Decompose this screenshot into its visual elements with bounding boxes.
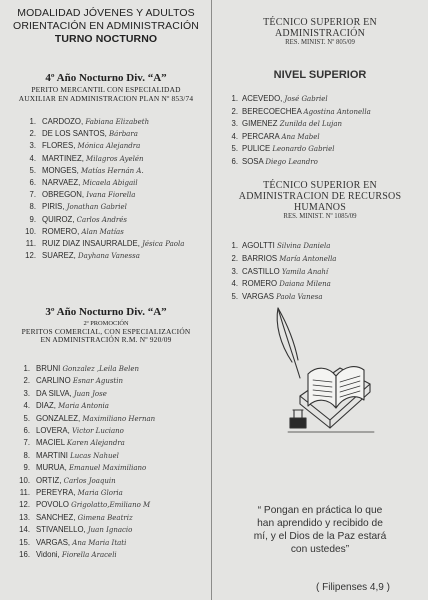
item-number: 11. bbox=[19, 488, 30, 498]
item-given-name: Maria Antonia bbox=[58, 402, 109, 411]
item-person bbox=[0, 487, 200, 499]
section-4-student-list bbox=[0, 116, 200, 262]
item-surname: PULICE bbox=[242, 144, 271, 154]
item-surname: OBREGON, bbox=[42, 190, 85, 200]
list-item bbox=[0, 425, 200, 437]
item-number: 3. bbox=[23, 388, 30, 398]
list-item bbox=[0, 189, 200, 201]
list-item bbox=[0, 437, 200, 449]
list-item bbox=[0, 140, 200, 152]
item-surname: SOSA bbox=[242, 156, 264, 166]
item-given-name: Micaela Abigail bbox=[82, 179, 138, 188]
item-number: 1. bbox=[23, 364, 30, 373]
item-given-name: Daiana Milena bbox=[279, 280, 331, 289]
section-3-subtitle-1: PERITOS COMERCIAL, CON ESPECIALIZACIÓN bbox=[21, 326, 191, 336]
tecnico-rrhh-title-1: TÉCNICO SUPERIOR EN bbox=[263, 180, 377, 191]
item-number: 3. bbox=[29, 141, 36, 151]
list-item bbox=[0, 388, 200, 400]
item-number: 3. bbox=[231, 119, 238, 129]
tecnico-admin-student-list bbox=[212, 93, 422, 169]
item-surname: CASTILLO bbox=[242, 266, 280, 276]
item-surname: BERECOECHEA bbox=[242, 106, 302, 116]
item-number: 11. bbox=[25, 239, 36, 249]
item-number: 3. bbox=[231, 266, 238, 276]
item-person bbox=[212, 278, 422, 291]
item-given-name: Juan Ignacio bbox=[87, 526, 133, 535]
item-surname: AGOLTTI bbox=[242, 241, 275, 250]
item-given-name: Carlos Joaquin bbox=[63, 476, 116, 485]
item-surname: ROMERO bbox=[242, 279, 278, 289]
item-surname: CARDOZO, bbox=[42, 117, 84, 126]
section-3-heading bbox=[0, 306, 212, 345]
list-item bbox=[0, 400, 200, 412]
item-surname: FLORES, bbox=[42, 141, 76, 151]
list-item bbox=[0, 363, 200, 375]
list-item bbox=[0, 177, 200, 189]
section-4-heading bbox=[0, 72, 212, 103]
item-number: 6. bbox=[231, 156, 238, 166]
item-person bbox=[212, 93, 422, 106]
item-surname: BRUNI bbox=[36, 364, 61, 373]
item-number: 12. bbox=[19, 500, 30, 510]
item-given-name: Fiorella Araceli bbox=[61, 551, 117, 560]
item-given-name: Gimena Beatriz bbox=[77, 513, 133, 522]
item-surname: MARTINEZ, bbox=[42, 153, 84, 163]
item-number: 7. bbox=[23, 438, 30, 448]
item-number: 1. bbox=[231, 241, 238, 250]
list-item bbox=[212, 278, 422, 291]
item-given-name: José Gabriel bbox=[284, 95, 328, 103]
item-number: 5. bbox=[29, 165, 36, 175]
quote-line-3: mí, y el Dios de la Paz estará bbox=[253, 531, 387, 542]
item-number: 4. bbox=[231, 279, 238, 289]
item-surname: DIAZ, bbox=[36, 401, 56, 411]
item-surname: SUAREZ, bbox=[42, 251, 76, 261]
item-surname: MONGES, bbox=[42, 165, 79, 175]
item-surname: SANCHEZ, bbox=[36, 512, 76, 522]
tecnico-rrhh-title-3: HUMANOS bbox=[294, 202, 346, 213]
item-number: 6. bbox=[29, 178, 36, 188]
list-item bbox=[0, 549, 200, 561]
item-given-name: Jonathan Gabriel bbox=[66, 203, 127, 212]
item-person bbox=[0, 499, 200, 511]
item-surname: Vidoni, bbox=[36, 550, 60, 560]
section-3-title: 3º Año Nocturno Div. “A” bbox=[45, 306, 167, 318]
item-given-name: Lucas Nahuel bbox=[70, 451, 119, 460]
tecnico-rrhh-title-2: ADMINISTRACION DE RECURSOS bbox=[238, 191, 402, 202]
section-4-subtitle-2: AUXILIAR EN ADMINISTRACION PLAN Nº 853/74 bbox=[18, 93, 194, 103]
item-number: 7. bbox=[29, 190, 36, 200]
section-4-subtitle-1: PERITO MERCANTIL CON ESPECIALIDAD bbox=[31, 85, 181, 94]
item-number: 2. bbox=[23, 376, 30, 386]
tecnico-rrhh-student-list bbox=[212, 240, 422, 304]
item-person bbox=[0, 450, 200, 462]
item-number: 10. bbox=[25, 226, 36, 236]
item-surname: CARLINO bbox=[36, 376, 71, 386]
left-column bbox=[0, 0, 212, 600]
list-item bbox=[0, 128, 200, 140]
item-surname: PERCARA bbox=[242, 131, 280, 141]
item-given-name: Bárbara bbox=[109, 130, 138, 139]
item-number: 16. bbox=[19, 550, 30, 560]
list-item bbox=[0, 214, 200, 226]
item-surname: VARGAS, bbox=[36, 537, 71, 547]
item-given-name: Diego Leandro bbox=[265, 157, 318, 166]
item-given-name: Zunilda del Lujan bbox=[279, 120, 343, 129]
list-item bbox=[0, 462, 200, 474]
item-person bbox=[0, 462, 200, 474]
list-item bbox=[212, 93, 422, 106]
list-item bbox=[212, 253, 422, 266]
section-3-promotion: 2º PROMOCIÓN bbox=[83, 320, 129, 327]
list-item bbox=[0, 537, 200, 549]
item-surname: GIMENEZ bbox=[242, 119, 278, 129]
list-item bbox=[0, 375, 200, 387]
right-column bbox=[212, 0, 428, 600]
quote-line-4: con ustedes” bbox=[290, 544, 350, 555]
item-person bbox=[212, 106, 422, 119]
item-given-name: Silvina Daniela bbox=[276, 242, 331, 250]
list-item bbox=[0, 201, 200, 213]
list-item bbox=[0, 153, 200, 165]
list-item bbox=[212, 118, 422, 131]
item-surname: ORTIZ, bbox=[36, 475, 62, 485]
item-given-name: Ana Mabel bbox=[281, 132, 320, 141]
list-item bbox=[212, 143, 422, 156]
list-item bbox=[0, 512, 200, 524]
item-number: 10. bbox=[19, 475, 30, 485]
list-item bbox=[212, 240, 422, 253]
item-person bbox=[212, 266, 422, 279]
item-person bbox=[0, 388, 200, 400]
item-surname: RUIZ DIAZ INSAURRALDE, bbox=[42, 239, 140, 249]
quote-line-1: “ Pongan en práctica lo que bbox=[257, 505, 383, 516]
list-item bbox=[0, 413, 200, 425]
item-person bbox=[0, 413, 200, 425]
list-item bbox=[212, 106, 422, 119]
item-number: 1. bbox=[231, 94, 238, 103]
item-surname: STIVANELLO, bbox=[36, 525, 86, 535]
item-given-name: Grigolatto,Emiliano M bbox=[71, 501, 151, 510]
item-person bbox=[0, 437, 200, 449]
item-person bbox=[212, 131, 422, 144]
item-number: 8. bbox=[23, 450, 30, 460]
item-given-name: Matías Hernán A. bbox=[81, 166, 144, 175]
item-surname: LOVERA, bbox=[36, 426, 70, 436]
item-given-name: Victor Luciano bbox=[71, 427, 124, 436]
header-shift: TURNO NOCTURNO bbox=[54, 33, 158, 45]
tecnico-admin-title-2: ADMINISTRACIÓN bbox=[274, 28, 366, 39]
item-number: 5. bbox=[231, 144, 238, 154]
item-person bbox=[0, 375, 200, 387]
item-surname: MACIEL bbox=[36, 438, 65, 448]
item-person bbox=[0, 400, 200, 412]
item-number: 5. bbox=[231, 292, 238, 302]
item-surname: DE LOS SANTOS, bbox=[42, 129, 107, 139]
item-given-name: Fabiana Elizabeth bbox=[85, 118, 150, 126]
item-person bbox=[0, 524, 200, 536]
item-surname: VARGAS bbox=[242, 292, 274, 302]
item-surname: GONZALEZ, bbox=[36, 413, 81, 423]
item-number: 14. bbox=[19, 525, 30, 535]
section-4-title: 4º Año Nocturno Div. “A” bbox=[45, 72, 167, 84]
item-given-name: Karen Alejandra bbox=[66, 439, 125, 448]
item-surname: ROMERO, bbox=[42, 226, 80, 236]
item-surname: MARTINI bbox=[36, 450, 68, 460]
item-surname: POVOLO bbox=[36, 500, 69, 510]
item-number: 4. bbox=[29, 153, 36, 163]
list-item bbox=[212, 156, 422, 169]
item-number: 9. bbox=[29, 214, 36, 224]
item-given-name: Jésica Paola bbox=[142, 240, 185, 249]
item-surname: QUIROZ, bbox=[42, 214, 75, 224]
school-header bbox=[0, 7, 212, 46]
item-given-name: Emanuel Maximiliano bbox=[68, 464, 147, 473]
item-given-name: Maria Gloria bbox=[77, 489, 123, 498]
item-number: 4. bbox=[23, 401, 30, 411]
item-person bbox=[212, 156, 422, 169]
list-item bbox=[0, 450, 200, 462]
item-given-name: Juan Jose bbox=[73, 389, 107, 398]
item-given-name: María Antonella bbox=[279, 254, 337, 263]
item-given-name: Yamila Anahí bbox=[281, 267, 329, 276]
item-number: 1. bbox=[29, 117, 36, 126]
list-item bbox=[0, 165, 200, 177]
bible-quote bbox=[212, 504, 428, 556]
section-3-subtitle-2: EN ADMINISTRACIÓN R.M. Nº 920/09 bbox=[40, 335, 172, 345]
open-book-quill-illustration bbox=[270, 300, 390, 450]
item-number: 5. bbox=[23, 413, 30, 423]
item-number: 12. bbox=[25, 251, 36, 261]
list-item bbox=[0, 116, 200, 128]
item-surname: DA SILVA, bbox=[36, 388, 72, 398]
list-item bbox=[0, 487, 200, 499]
quote-citation: ( Filipenses 4,9 ) bbox=[316, 582, 390, 593]
item-given-name: Agostina Antonella bbox=[303, 107, 371, 116]
item-surname: BARRIOS bbox=[242, 253, 278, 263]
item-number: 4. bbox=[231, 131, 238, 141]
item-number: 9. bbox=[23, 463, 30, 473]
header-modality: MODALIDAD JÓVENES Y ADULTOS bbox=[17, 7, 195, 19]
item-given-name: Paola Vanesa bbox=[276, 293, 323, 302]
nivel-superior-label: NIVEL SUPERIOR bbox=[273, 69, 367, 81]
item-given-name: Ivana Fiorella bbox=[86, 191, 136, 200]
list-item bbox=[0, 524, 200, 536]
item-given-name: Leonardo Gabriel bbox=[272, 145, 335, 154]
section-3-student-list bbox=[0, 363, 200, 562]
list-item bbox=[0, 475, 200, 487]
item-person bbox=[0, 363, 200, 375]
list-item bbox=[212, 266, 422, 279]
item-given-name: Milagros Ayelén bbox=[86, 154, 144, 163]
tecnico-rrhh-resolution: RES. MINIST. Nº 1085/09 bbox=[283, 213, 357, 220]
item-surname: PIRIS, bbox=[42, 202, 65, 212]
item-number: 13. bbox=[19, 512, 30, 522]
item-person bbox=[0, 549, 200, 561]
tecnico-rrhh-heading bbox=[212, 180, 428, 221]
tecnico-admin-resolution: RES. MINIST. Nº 805/09 bbox=[285, 39, 355, 46]
list-item bbox=[0, 238, 200, 250]
item-number: 2. bbox=[231, 253, 238, 263]
item-person bbox=[0, 425, 200, 437]
item-given-name: Carlos Andrés bbox=[76, 215, 127, 224]
item-surname: ACEVEDO, bbox=[242, 94, 283, 103]
item-person bbox=[212, 118, 422, 131]
item-given-name: Alan Matías bbox=[81, 227, 124, 236]
list-item bbox=[0, 250, 200, 262]
item-person bbox=[0, 512, 200, 524]
item-number: 2. bbox=[231, 106, 238, 116]
item-person bbox=[0, 537, 200, 549]
item-given-name: Maximiliano Hernan bbox=[82, 414, 156, 423]
item-surname: NARVAEZ, bbox=[42, 178, 81, 188]
item-surname: MURUA, bbox=[36, 463, 67, 473]
item-given-name: Esnar Agustin bbox=[72, 377, 123, 386]
list-item bbox=[0, 226, 200, 238]
tecnico-admin-heading bbox=[212, 17, 428, 47]
item-number: 6. bbox=[23, 426, 30, 436]
list-item bbox=[212, 131, 422, 144]
item-surname: PEREYRA, bbox=[36, 488, 76, 498]
item-given-name: Gonzalez ,Leila Belen bbox=[62, 365, 139, 373]
item-number: 2. bbox=[29, 129, 36, 139]
item-person bbox=[212, 240, 422, 253]
item-given-name: Dayhana Vanessa bbox=[77, 252, 140, 261]
header-orientation: ORIENTACIÓN EN ADMINISTRACIÓN bbox=[13, 20, 199, 32]
item-person bbox=[212, 253, 422, 266]
item-number: 8. bbox=[29, 202, 36, 212]
item-given-name: Mónica Alejandra bbox=[77, 142, 141, 151]
item-number: 15. bbox=[19, 537, 30, 547]
item-person bbox=[0, 475, 200, 487]
quote-line-2: han aprendido y recibido de bbox=[257, 518, 383, 529]
tecnico-admin-title-1: TÉCNICO SUPERIOR EN bbox=[263, 17, 377, 28]
item-person bbox=[212, 143, 422, 156]
list-item bbox=[0, 499, 200, 511]
item-given-name: Ana Maria Itati bbox=[72, 538, 127, 547]
